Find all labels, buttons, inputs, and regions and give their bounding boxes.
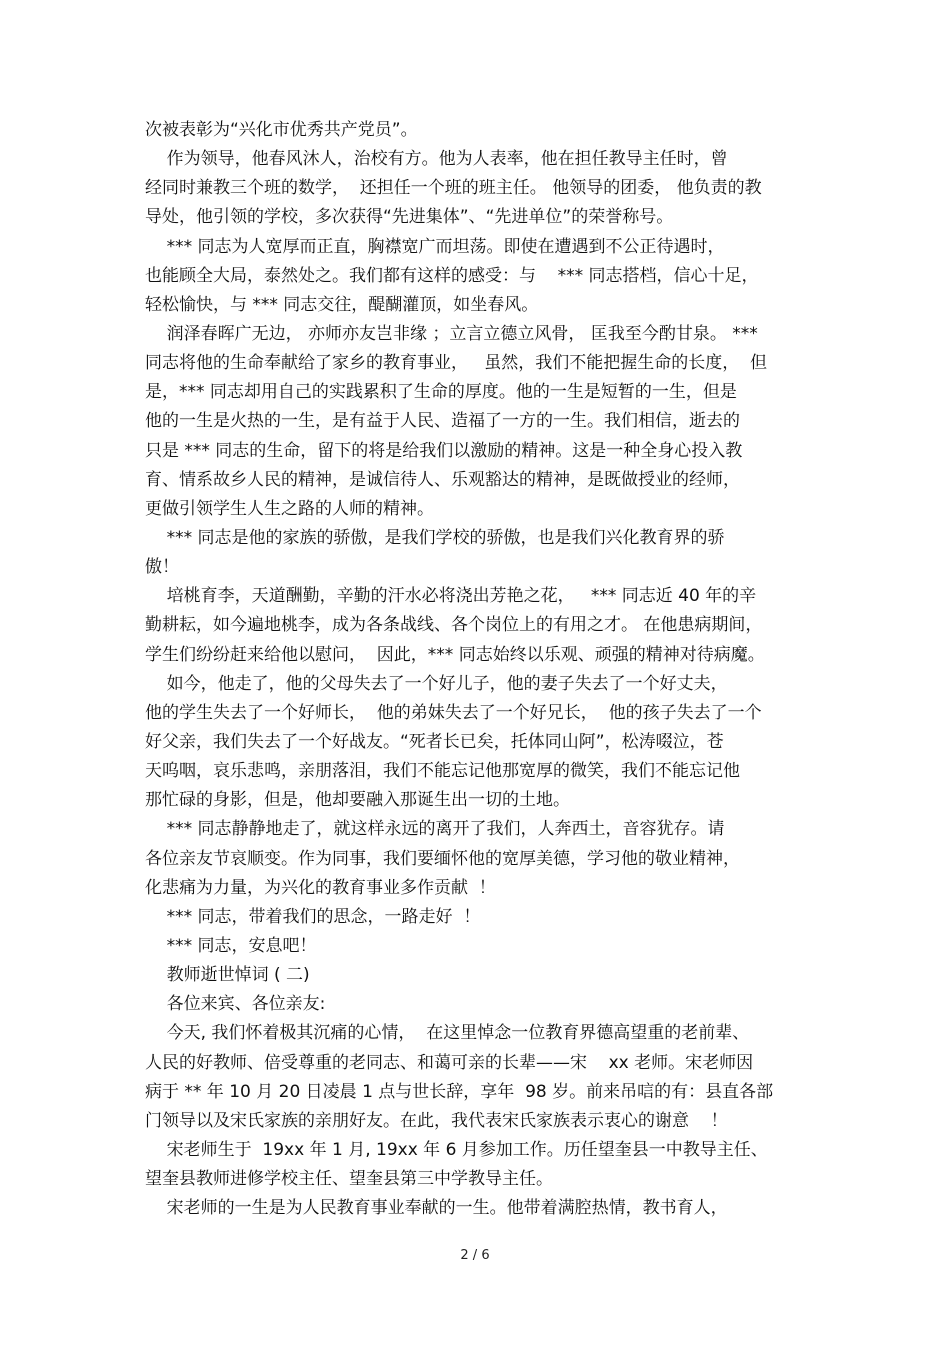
- text-line: 门领导以及宋氏家族的亲朋好友。在此，我代表宋氏家族表示衷心的谢意 ！: [145, 1110, 728, 1131]
- text-line: 润泽春晖广无边， 亦师亦友岂非缘 ；立言立德立风骨， 匡我至今酌甘泉。 ***: [145, 323, 758, 344]
- text-line: 轻松愉快，与 *** 同志交往，醍醐灌顶，如坐春风。: [145, 294, 539, 315]
- text-line: *** 同志，安息吧！: [145, 935, 317, 956]
- text-line: 好父亲，我们失去了一个好战友。“死者长已矣，托体同山阿”，松涛啜泣，苍: [145, 731, 724, 752]
- text-line: 病于 ** 年 10 月 20 日凌晨 1 点与世长辞，享年 98 岁。前来吊唁的有：县直各部: [145, 1081, 774, 1102]
- text-line: 也能顾全大局，泰然处之。我们都有这样的感受：与 *** 同志搭档，信心十足，: [145, 265, 759, 286]
- text-line: 次被表彰为“兴化市优秀共产党员”。: [145, 120, 418, 140]
- text-line: 人民的好教师、倍受尊重的老同志、和蔼可亲的长辈——宋 xx 老师。宋老师因: [145, 1052, 754, 1073]
- text-line: 天呜咽，哀乐悲鸣，亲朋落泪，我们不能忘记他那宽厚的微笑，我们不能忘记他: [145, 761, 740, 782]
- text-line: 宋老师生于 19xx 年 1 月, 19xx 年 6 月参加工作。历任望奎县一中教导主任、: [145, 1139, 768, 1160]
- text-line: *** 同志，带着我们的思念，一路走好 ！: [145, 906, 481, 927]
- text-line: 傲！: [145, 557, 179, 578]
- text-line: *** 同志静静地走了，就这样永远的离开了我们，人奔西土，音容犹存。请: [145, 819, 725, 840]
- text-line: 更做引领学生人生之路的人师的精神。: [145, 498, 434, 519]
- text-line: 是，*** 同志却用自己的实践累积了生命的厚度。他的一生是短暂的一生，但是: [145, 382, 737, 403]
- text-line: 勤耕耘，如今遍地桃李，成为各条战线、各个岗位上的有用之才。 在他患病期间，: [145, 615, 763, 636]
- text-line: 教师逝世悼词 ( 二): [145, 965, 310, 986]
- text-line: 导处，他引领的学校，多次获得“先进集体”、“先进单位”的荣誉称号。: [145, 207, 674, 228]
- text-line: 化悲痛为力量，为兴化的教育事业多作贡献 ！: [145, 877, 496, 898]
- text-line: 宋老师的一生是为人民教育事业奉献的一生。他带着满腔热情，教书育人，: [145, 1198, 728, 1219]
- text-line: 各位来宾、各位亲友:: [145, 994, 326, 1015]
- body-text: [145, 116, 810, 1223]
- text-line: 学生们纷纷赶来给他以慰问， 因此，*** 同志始终以乐观、顽强的精神对待病魔。: [145, 644, 765, 665]
- text-line: *** 同志是他的家族的骄傲，是我们学校的骄傲，也是我们兴化教育界的骄: [145, 527, 725, 548]
- text-line: 只是 *** 同志的生命，留下的将是给我们以激励的精神。这是一种全身心投入教: [145, 440, 743, 461]
- page-number: 2 / 6: [460, 1248, 490, 1263]
- text-line: 望奎县教师进修学校主任、望奎县第三中学教导主任。: [145, 1169, 553, 1190]
- text-line: 他的一生是火热的一生，是有益于人民、造福了一方的一生。我们相信，逝去的: [145, 411, 740, 432]
- text-line: 今天, 我们怀着极其沉痛的心情， 在这里悼念一位教育界德高望重的老前辈、: [145, 1023, 750, 1044]
- text-line: 他的学生失去了一个好师长， 他的弟妹失去了一个好兄长， 他的孩子失去了一个: [145, 702, 762, 723]
- text-line: *** 同志为人宽厚而正直，胸襟宽广而坦荡。即使在遭遇到不公正待遇时，: [145, 236, 725, 257]
- text-line: 那忙碌的身影，但是，他却要融入那诞生出一切的土地。: [145, 790, 570, 811]
- text-line: 培桃育李，天道酬勤，辛勤的汗水必将浇出芳艳之花， *** 同志近 40 年的辛: [145, 586, 757, 607]
- text-line: 同志将他的生命奉献给了家乡的教育事业， 虽然，我们不能把握生命的长度， 但: [145, 353, 768, 374]
- text-line: 经同时兼教三个班的数学， 还担任一个班的班主任。 他领导的团委， 他负责的教: [145, 178, 762, 199]
- text-line: 各位亲友节哀顺变。作为同事，我们要缅怀他的宽厚美德，学习他的敬业精神，: [145, 848, 740, 869]
- text-line: 育、情系故乡人民的精神，是诚信待人、乐观豁达的精神，是既做授业的经师，: [145, 469, 740, 490]
- text-line: 如今，他走了，他的父母失去了一个好儿子，他的妻子失去了一个好丈夫，: [145, 673, 728, 694]
- text-line: 作为领导，他春风沐人，治校有方。他为人表率，他在担任教导主任时，曾: [145, 149, 728, 170]
